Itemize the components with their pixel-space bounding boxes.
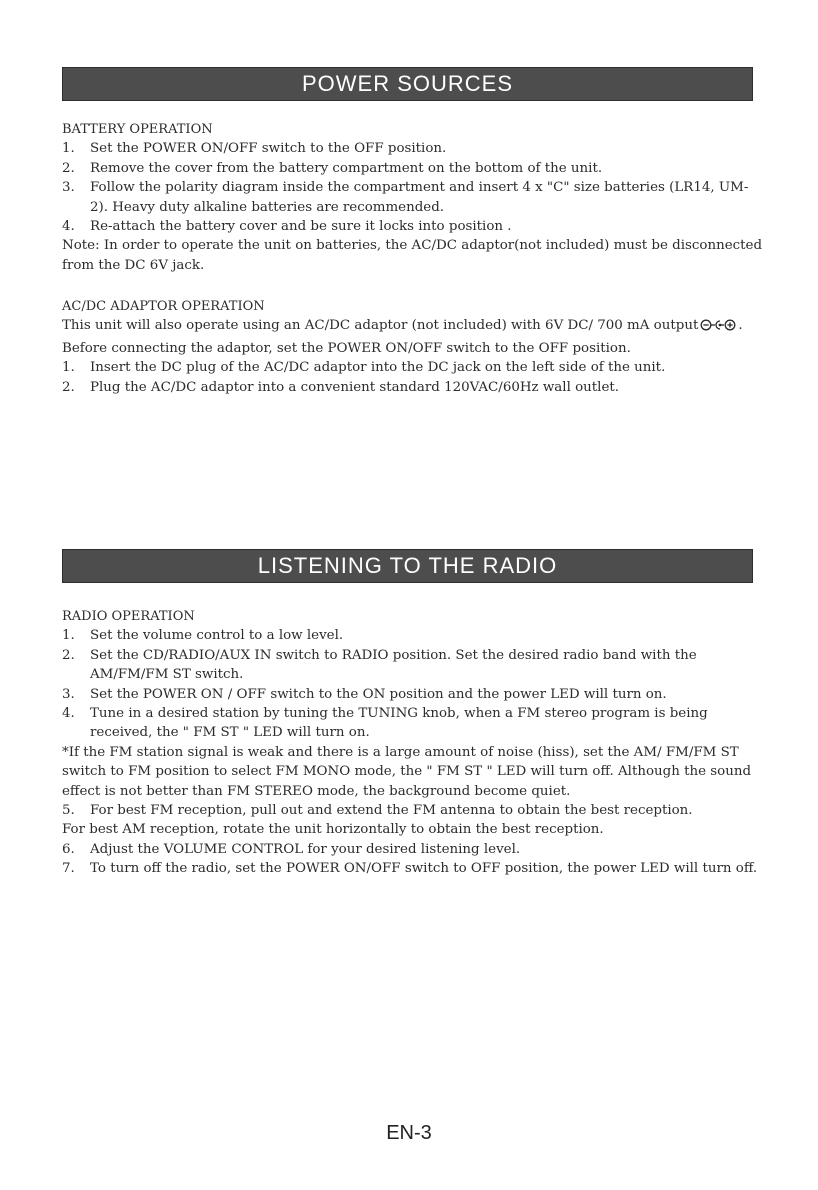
step-text: To turn off the radio, set the POWER ON/OFF switch to OFF position, the power LED will turn off.	[90, 861, 758, 877]
step-number: 2.	[62, 379, 75, 395]
radio-operation-section	[62, 607, 762, 879]
step-text: Follow the polarity diagram inside the compartment and insert 4 x "C" size batteries (LR14, UM-2). Heavy duty alkaline batteries are recommended.	[90, 180, 749, 215]
list-item	[62, 840, 762, 859]
radio-operation-heading: RADIO OPERATION	[62, 609, 195, 624]
step-number: 7.	[62, 861, 75, 877]
dc-polarity-icon	[700, 318, 736, 338]
adaptor-intro-text-1: This unit will also operate using an AC/DC adaptor (not included) with 6V DC/ 700 mA output	[62, 318, 699, 334]
adaptor-intro-text-2: . Before connecting the adaptor, set the POWER ON/OFF switch to the OFF position.	[62, 318, 743, 356]
power-sources-banner	[62, 67, 753, 101]
list-item	[62, 646, 762, 685]
list-item	[62, 685, 762, 704]
power-sources-title: POWER SOURCES	[301, 71, 514, 96]
page-number: EN-3	[386, 1122, 432, 1144]
adaptor-intro	[62, 316, 762, 358]
step-text: Remove the cover from the battery compartment on the bottom of the unit.	[90, 160, 603, 176]
step-text: Tune in a desired station by tuning the TUNING knob, when a FM stereo program is being received, the " FM ST " LED will turn on.	[90, 706, 708, 741]
listening-radio-title: LISTENING TO THE RADIO	[257, 553, 558, 578]
step-number: 6.	[62, 841, 75, 857]
step-number: 1.	[62, 628, 75, 644]
step-number: 1.	[62, 141, 75, 157]
step-number: 3.	[62, 180, 75, 196]
list-item	[62, 178, 762, 217]
listening-radio-banner	[62, 549, 753, 583]
step-number: 5.	[62, 803, 75, 819]
step-number: 4.	[62, 706, 75, 722]
am-reception-text: For best AM reception, rotate the unit horizontally to obtain the best reception.	[62, 822, 604, 838]
battery-operation-heading: BATTERY OPERATION	[62, 122, 213, 137]
step-number: 2.	[62, 160, 75, 176]
list-item	[62, 859, 762, 878]
step-number: 3.	[62, 686, 75, 702]
list-item	[62, 704, 762, 743]
battery-operation-section	[62, 120, 762, 275]
step-text: Set the POWER ON/OFF switch to the OFF position.	[90, 141, 447, 157]
step-text: Set the POWER ON / OFF switch to the ON position and the power LED will turn on.	[90, 686, 667, 702]
step-text: Insert the DC plug of the AC/DC adaptor into the DC jack on the left side of the unit.	[90, 360, 666, 376]
battery-note: Note: In order to operate the unit on batteries, the AC/DC adaptor(not included) must be disconnected from the DC 6V jack.	[62, 238, 763, 273]
step-text: Re-attach the battery cover and be sure it locks into position .	[90, 219, 512, 235]
step-number: 4.	[62, 219, 75, 235]
step-text: For best FM reception, pull out and extend the FM antenna to obtain the best reception.	[90, 803, 693, 819]
adaptor-operation-section	[62, 297, 762, 397]
list-item	[62, 159, 762, 178]
list-item	[62, 801, 762, 820]
list-item	[62, 139, 762, 158]
adaptor-operation-heading: AC/DC ADAPTOR OPERATION	[62, 299, 265, 314]
list-item	[62, 626, 762, 645]
step-text: Plug the AC/DC adaptor into a convenient standard 120VAC/60Hz wall outlet.	[90, 379, 620, 395]
list-item	[62, 378, 762, 397]
step-text: Adjust the VOLUME CONTROL for your desired listening level.	[90, 841, 521, 857]
fm-mono-note: *If the FM station signal is weak and there is a large amount of noise (hiss), set the AM/ FM/FM ST switch to FM position to select FM MONO mode, the " FM ST " LED will turn off. Although the sound effect is not better than FM STEREO mode, the background become quiet.	[62, 744, 752, 799]
step-number: 2.	[62, 647, 75, 663]
list-item	[62, 358, 762, 377]
list-item	[62, 217, 762, 236]
step-text: Set the CD/RADIO/AUX IN switch to RADIO position. Set the desired radio band with the AM/FM/FM ST switch.	[90, 647, 697, 683]
step-number: 1.	[62, 360, 75, 376]
step-text: Set the volume control to a low level.	[90, 628, 344, 644]
